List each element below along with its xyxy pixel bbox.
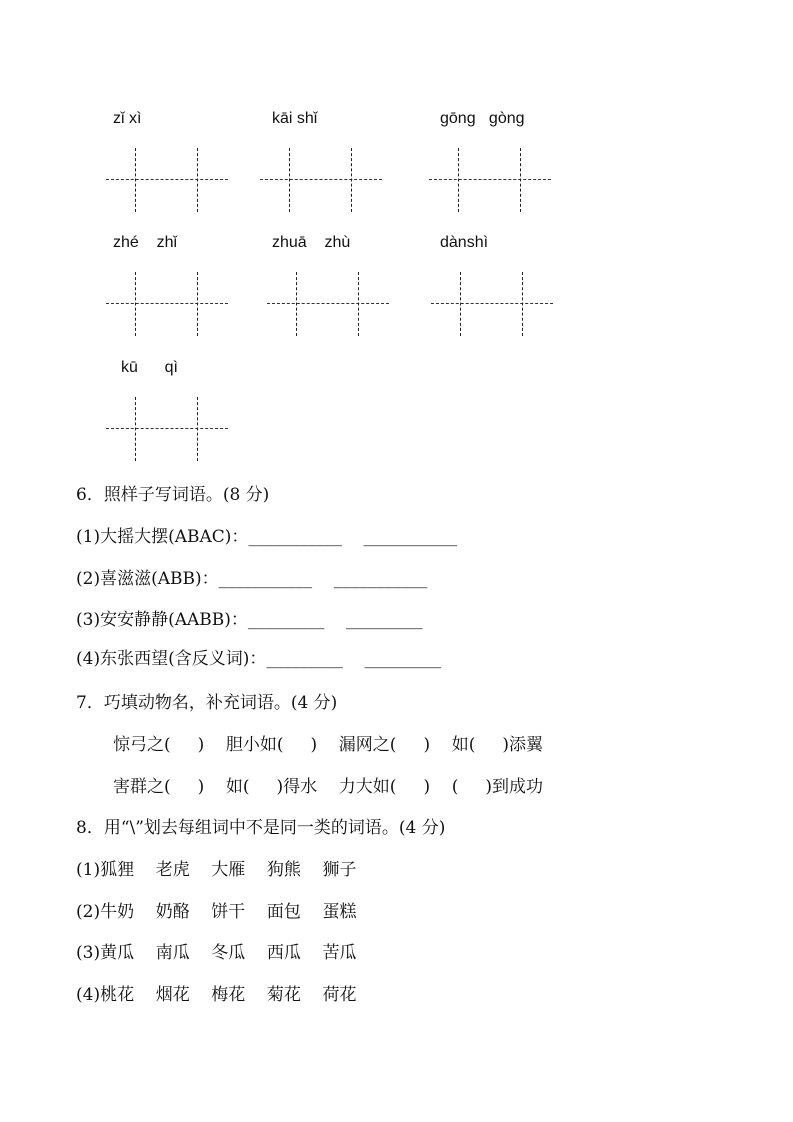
question-6-item[interactable]: (4)东张西望(含反义词)：_________ _________ [76,649,441,669]
writing-grid[interactable] [260,148,382,212]
pinyin-label: kāi shǐ [272,110,318,127]
question-7-title: 7．巧填动物名，补充词语。(4 分) [76,693,338,713]
question-8-item[interactable]: (4)桃花 烟花 梅花 菊花 荷花 [76,985,357,1005]
question-8-item[interactable]: (3)黄瓜 南瓜 冬瓜 西瓜 苦瓜 [76,943,357,963]
question-6-item[interactable]: (1)大摇大摆(ABAC)：___________ ___________ [76,527,458,547]
question-8-item[interactable]: (2)牛奶 奶酪 饼干 面包 蛋糕 [76,902,357,922]
writing-grid[interactable] [106,272,228,336]
writing-grid[interactable] [267,272,389,336]
pinyin-label: zhuā zhù [272,234,351,251]
question-6-item[interactable]: (2)喜滋滋(ABB)：___________ ___________ [76,569,428,589]
question-7-item[interactable]: 害群之( ) 如( )得水 力大如( ) ( )到成功 [113,777,543,797]
pinyin-label: zhé zhǐ [113,234,178,251]
question-6-title: 6．照样子写词语。(8 分) [76,485,270,505]
question-8-item[interactable]: (1)狐狸 老虎 大雁 狗熊 狮子 [76,860,357,880]
pinyin-label: dànshì [440,234,489,251]
writing-grid[interactable] [106,397,228,461]
pinyin-label: kū qì [121,359,178,376]
writing-grid[interactable] [431,272,553,336]
question-7-item[interactable]: 惊弓之( ) 胆小如( ) 漏网之( ) 如( )添翼 [113,735,543,755]
pinyin-label: zǐ xì [113,110,142,127]
pinyin-label: gōng gòng [440,110,525,127]
question-8-title: 8．用“\”划去每组词中不是同一类的词语。(4 分) [76,818,446,838]
question-6-item[interactable]: (3)安安静静(AABB)：_________ _________ [76,610,423,630]
writing-grid[interactable] [429,148,551,212]
writing-grid[interactable] [106,148,228,212]
